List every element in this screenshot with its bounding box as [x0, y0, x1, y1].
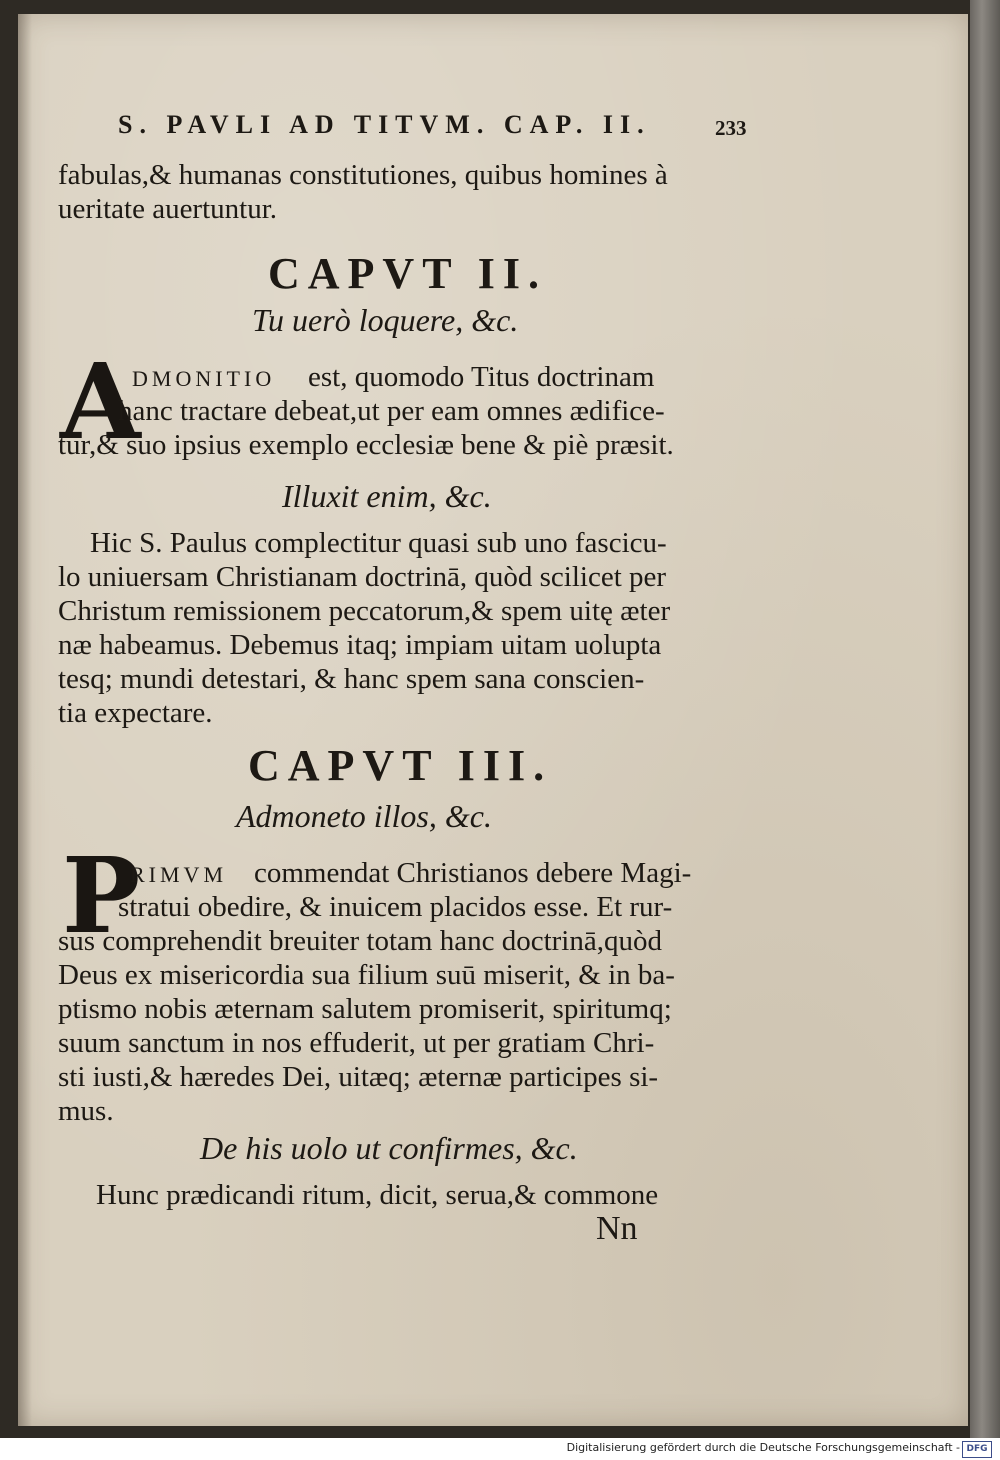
chapter-3-last-line: Hunc prædicandi ritum, dicit, serua,& commone: [96, 1179, 659, 1211]
chapter-3-heading: CAPVT III.: [248, 741, 553, 790]
opening-line-1: fabulas,& humanas constitutiones, quibus homines à: [58, 159, 668, 191]
chapter-2-sub-incipit: Illuxit enim, &c.: [282, 478, 492, 514]
drop-cap-P: P: [62, 834, 141, 957]
primum-line-5: ptismo nobis æternam salutem promiserit, spiritumq;: [58, 993, 672, 1025]
opening-line-2: ueritate auertuntur.: [58, 193, 278, 225]
primum-first-word: RIMVM: [130, 862, 228, 887]
admonitio-line-2: hanc tractare debeat,ut per eam omnes ædifice-: [118, 395, 665, 427]
footer-credit: Digitalisierung gefördert durch die Deutsche Forschungsgemeinschaft -: [566, 1441, 960, 1454]
primum-line-7: sti iusti,& hæredes Dei, uitæq; æternæ participes si-: [58, 1061, 659, 1093]
chapter-2-incipit: Tu uerò loquere, &c.: [252, 302, 519, 338]
chapter-3-sub-incipit: De his uolo ut confirmes, &c.: [200, 1130, 578, 1166]
chapter-2-paragraph-line-1: Hic S. Paulus complectitur quasi sub uno fascicu-: [90, 527, 667, 559]
gutter-shadow: [18, 14, 32, 1426]
running-head: S. PAVLI AD TITVM. CAP. II.: [118, 110, 651, 139]
chapter-2-paragraph-line-2: lo uniuersam Christianam doctrinā, quòd scilicet per: [58, 561, 667, 593]
page-number: 233: [715, 116, 747, 140]
primum-line-6: suum sanctum in nos effuderit, ut per gratiam Chri-: [58, 1027, 655, 1059]
primum-line-8: mus.: [58, 1095, 114, 1127]
signature-mark: Nn: [596, 1210, 638, 1247]
chapter-3-incipit: Admoneto illos, &c.: [236, 798, 492, 834]
primum-line-4: Deus ex misericordia sua filium suū miserit, & in ba-: [58, 959, 675, 991]
chapter-2-paragraph-line-5: tesq; mundi detestari, & hanc spem sana conscien-: [58, 663, 645, 695]
chapter-2-paragraph-line-6: tia expectare.: [58, 697, 213, 729]
chapter-2-heading: CAPVT II.: [268, 249, 548, 298]
admonitio-line-3: tur,& suo ipsius exemplo ecclesiæ bene & piè præsit.: [58, 429, 674, 461]
drop-cap-A: A: [60, 340, 141, 463]
page-edge: [970, 0, 1000, 1438]
chapter-2-paragraph-line-3: Christum remissionem peccatorum,& spem uitę æter: [58, 595, 671, 627]
dfg-logo: DFG: [962, 1441, 992, 1458]
primum-line-2: stratui obedire, & inuicem placidos esse. Et rur-: [118, 891, 673, 923]
primum-line-3: sus comprehendit breuiter totam hanc doctrinā,quòd: [58, 925, 662, 957]
admonitio-line-1: est, quomodo Titus doctrinam: [308, 361, 655, 393]
admonitio-first-word: DMONITIO: [132, 366, 276, 391]
primum-line-1: commendat Christianos debere Magi-: [254, 857, 692, 889]
chapter-2-paragraph-line-4: næ habeamus. Debemus itaq; impiam uitam uolupta: [58, 629, 662, 661]
digitization-footer: [0, 1438, 1000, 1460]
